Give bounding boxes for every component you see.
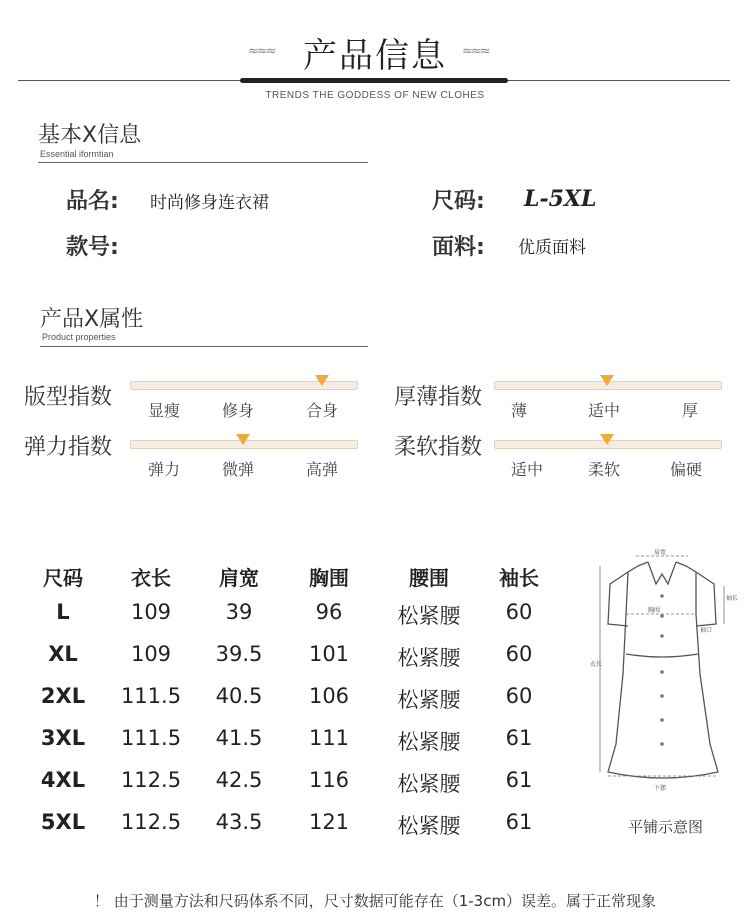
table-cell: 松紧腰 <box>397 730 461 754</box>
index-option: 显瘦 <box>148 401 181 420</box>
index-marker <box>315 375 329 386</box>
section-title: 基本X信息 <box>38 123 142 148</box>
table-header-cell: 尺码 <box>43 566 83 590</box>
table-cell: 60 <box>505 684 533 708</box>
table-cell: 111.5 <box>120 684 182 708</box>
diagram-label: 袖口 <box>700 627 713 634</box>
page-title: 产品信息 <box>303 36 447 76</box>
diagram-label: 袖长 <box>726 595 738 602</box>
table-cell: 2XL <box>40 684 86 708</box>
diagram-label: 下摆 <box>654 785 667 792</box>
table-cell: 101 <box>308 642 350 666</box>
index-marker <box>600 434 614 445</box>
page-subtitle: TRENDS THE GODDESS OF NEW CLOHES <box>265 90 485 101</box>
table-cell: 39 <box>225 600 253 624</box>
index-option: 偏硬 <box>670 460 703 479</box>
style-label: 款号: <box>66 235 119 260</box>
diagram-caption: 平铺示意图 <box>628 818 704 836</box>
index-label: 厚薄指数 <box>394 385 483 410</box>
index-option: 高弹 <box>306 460 339 479</box>
diagram-label: 衣长 <box>590 661 603 668</box>
dress-diagram <box>588 544 738 806</box>
name-label: 品名: <box>66 189 119 214</box>
table-cell: 112.5 <box>120 768 182 792</box>
table-cell: 96 <box>315 600 343 624</box>
table-cell: 112.5 <box>120 810 182 834</box>
diagram-label: 肩宽 <box>654 549 667 556</box>
table-cell: 61 <box>505 768 533 792</box>
name-value: 时尚修身连衣裙 <box>150 193 269 213</box>
table-cell: 60 <box>505 600 533 624</box>
table-cell: 39.5 <box>215 642 263 666</box>
table-cell: 41.5 <box>215 726 263 750</box>
table-cell: 松紧腰 <box>397 604 461 628</box>
wave-icon: ≈≈≈ <box>248 44 275 59</box>
section-divider <box>40 346 368 347</box>
table-header-cell: 袖长 <box>499 566 539 590</box>
index-option: 合身 <box>306 401 339 420</box>
table-cell: 42.5 <box>215 768 263 792</box>
table-header-cell: 衣长 <box>131 566 171 590</box>
index-option: 弹力 <box>148 460 181 479</box>
index-option: 修身 <box>222 401 255 420</box>
table-header-cell: 腰围 <box>409 566 449 590</box>
index-option: 适中 <box>588 401 621 420</box>
disclaimer-note: ！ 由于测量方法和尺码体系不同，尺寸数据可能存在（1-3cm）误差。属于正常现象 <box>93 892 657 910</box>
table-cell: 61 <box>505 810 533 834</box>
table-cell: 5XL <box>40 810 86 834</box>
table-cell: 60 <box>505 642 533 666</box>
table-cell: 61 <box>505 726 533 750</box>
table-cell: 40.5 <box>215 684 263 708</box>
table-header-cell: 肩宽 <box>219 566 259 590</box>
size-label: 尺码: <box>432 189 485 214</box>
table-cell: 松紧腰 <box>397 646 461 670</box>
index-label: 弹力指数 <box>24 435 113 460</box>
table-cell: 松紧腰 <box>397 772 461 796</box>
divider-accent <box>240 78 508 83</box>
table-cell: 111.5 <box>120 726 182 750</box>
table-cell: 109 <box>130 642 172 666</box>
table-cell: 松紧腰 <box>397 814 461 838</box>
index-option: 厚 <box>682 401 699 420</box>
table-cell: 111 <box>308 726 350 750</box>
section-title: 产品X属性 <box>40 307 144 332</box>
table-cell: 109 <box>130 600 172 624</box>
table-cell: 4XL <box>40 768 86 792</box>
table-cell: XL <box>48 642 78 666</box>
table-cell: 106 <box>308 684 350 708</box>
index-option: 微弹 <box>222 460 255 479</box>
section-divider <box>38 162 368 163</box>
table-cell: 3XL <box>40 726 86 750</box>
size-value: L-5XL <box>524 186 597 212</box>
index-marker <box>600 375 614 386</box>
fabric-value: 优质面料 <box>518 238 586 258</box>
table-cell: 116 <box>308 768 350 792</box>
index-option: 薄 <box>511 401 528 420</box>
table-cell: 43.5 <box>215 810 263 834</box>
index-label: 柔软指数 <box>394 435 483 460</box>
table-cell: 121 <box>308 810 350 834</box>
index-marker <box>236 434 250 445</box>
table-cell: 松紧腰 <box>397 688 461 712</box>
index-option: 柔软 <box>588 460 621 479</box>
diagram-label: 胸围 <box>648 607 661 614</box>
fabric-label: 面料: <box>432 235 485 260</box>
section-subtitle: Essential iformtian <box>40 149 114 159</box>
table-header-cell: 胸围 <box>309 566 349 590</box>
index-label: 版型指数 <box>24 385 113 410</box>
index-option: 适中 <box>511 460 544 479</box>
section-subtitle: Product properties <box>42 332 116 342</box>
table-cell: L <box>56 600 70 624</box>
wave-icon: ≈≈≈ <box>462 44 489 59</box>
